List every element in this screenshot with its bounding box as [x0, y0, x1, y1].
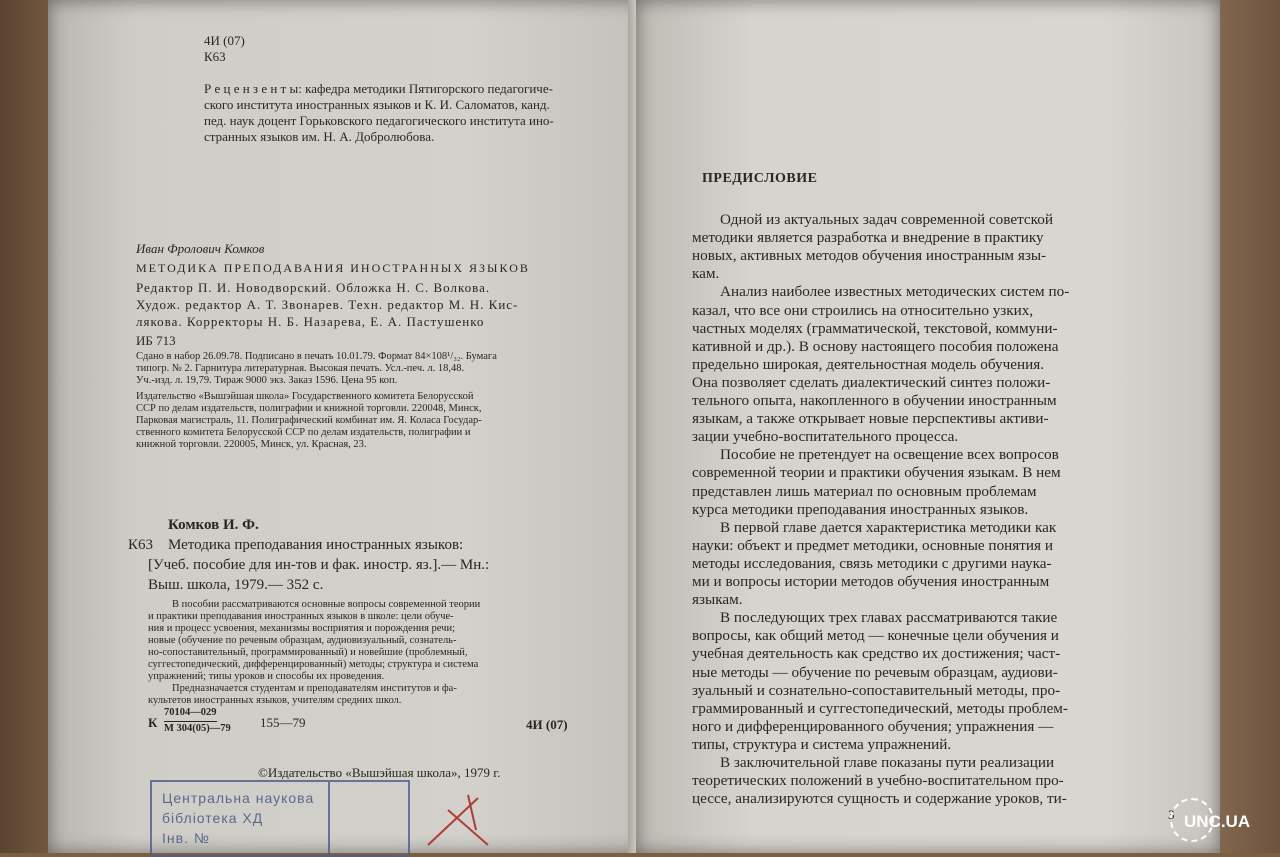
preface-line: цессе, анализируются сущность и содержание уроков, ти-: [692, 790, 1067, 808]
imprint-line: типогр. № 2. Гарнитура литературная. Высокая печать. Усл.-печ. л. 18,48.: [136, 363, 465, 374]
abstract-line: новые (обучение по речевым образцам, аудиовизуальный, сознатель-: [148, 635, 457, 646]
preface-line: ми и вопросы истории методов обучения иностранным: [692, 573, 1050, 590]
preface-line: учебная деятельность как средство их достижения; част-: [692, 645, 1061, 663]
card-author: Комков И. Ф.: [168, 517, 259, 533]
publisher-line: ССР по делам издательств, полиграфии и книжной торговли. 220048, Минск,: [136, 403, 482, 414]
reviewers-line: Р е ц е н з е н т ы: кафедра методики Пятигорского педагогиче-: [204, 81, 553, 96]
reviewers-line: странных языков им. Н. А. Добролюбова.: [204, 129, 435, 144]
preface-line: науки: объект и предмет методики, основные понятия и: [692, 536, 1053, 554]
preface-line: предельно широкая, деятельностная модель обучения.: [692, 355, 1044, 373]
preface-line: ного и дифференцированного обучения; упражнения —: [692, 717, 1054, 735]
card-line: Методика преподавания иностранных языков:: [168, 537, 464, 553]
abstract-line: но-сопоставительный, программированный) и новейшие (проблемный,: [148, 647, 468, 658]
editors-line: Худож. редактор А. Т. Звонарев. Техн. редактор М. Н. Кис-: [136, 297, 519, 312]
preface-line: Анализ наиболее известных методических систем по-: [720, 283, 1070, 301]
card-line: [Учеб. пособие для ин-тов и фак. иностр. яз.].— Мн.:: [148, 557, 490, 573]
preface-line: современной теории и практики обучения языкам. В нем: [692, 464, 1061, 482]
preface-heading: ПРЕДИСЛОВИЕ: [702, 171, 818, 186]
preface-line: зуальный и сознательно-сопоставительный методы, про-: [692, 681, 1061, 699]
reviewers-line: ского института иностранных языков и К. И. Саломатов, канд.: [204, 97, 550, 112]
page-number: 3: [1168, 807, 1175, 822]
formula-tail: 155—79: [260, 715, 306, 730]
publisher-line: ственного комитета Белорусской ССР по делам издательств, полиграфии и: [136, 427, 471, 438]
editors-line: Редактор П. И. Новодворский. Обложка Н. С. Волкова.: [136, 280, 491, 295]
preface-line: зации учебно-воспитательного процесса.: [692, 428, 959, 446]
author-code: К63: [204, 49, 226, 64]
preface-line: теоретических положений в учебно-воспитательном про-: [692, 772, 1064, 790]
imprint-line: Сдано в набор 26.09.78. Подписано в печать 10.01.79. Формат 84×108¹/₃₂. Бумага: [136, 351, 497, 362]
card-line: Выш. школа, 1979.— 352 с.: [148, 577, 324, 593]
preface-line: частных моделях (грамматической, текстовой, коммуни-: [692, 319, 1058, 337]
abstract-line: ния и процесс усвоения, механизмы восприятия и порождения речи;: [148, 623, 456, 634]
abstract-line: культетов иностранных языков, учителям средних школ.: [148, 695, 402, 706]
imprint-line: Уч.-изд. л. 19,79. Тираж 9000 экз. Заказ 1596. Цена 95 коп.: [136, 375, 398, 386]
right-page: [636, 0, 1220, 853]
preface-line: Одной из актуальных задач современной советской: [720, 211, 1053, 228]
preface-line: Она позволяет сделать диалектический синтез положи-: [692, 373, 1051, 391]
ib-number: ИБ 713: [136, 333, 176, 348]
publisher-line: Издательство «Вышэйшая школа» Государственного комитета Белорусской: [136, 391, 474, 402]
publisher-line: книжной торговли. 220005, Минск, ул. Красная, 23.: [136, 439, 367, 450]
preface-line: Пособие не претендует на освещение всех вопросов: [720, 446, 1059, 464]
preface-line: языкам.: [692, 591, 743, 609]
abstract-line: упражнений; типы уроков и способы их проведения.: [148, 671, 385, 682]
red-pencil-mark: [418, 790, 508, 850]
card-code: К63: [128, 537, 154, 553]
abstract-line: и практики преподавания иностранных языков в школе: цели обуче-: [148, 611, 454, 622]
preface-line: методы исследования, связь методики с другими наука-: [692, 554, 1052, 572]
reviewers-line: пед. наук доцент Горьковского педагогического института ино-: [204, 113, 554, 128]
stamp-line: Інв. №: [162, 830, 210, 846]
preface-line: вопросы, как общий метод — конечные цели обучения и: [692, 627, 1059, 645]
formula-k: К: [148, 715, 158, 730]
watermark-logo: [1166, 794, 1276, 844]
formula-denominator: М 304(05)—79: [164, 723, 231, 734]
preface-line: языкам, а также открывает новые перспективы активи-: [692, 410, 1049, 428]
preface-line: граммированный и суггестопедический, методы проблем-: [692, 699, 1068, 717]
left-page: [48, 0, 644, 853]
book-title: МЕТОДИКА ПРЕПОДАВАНИЯ ИНОСТРАННЫХ ЯЗЫКОВ: [136, 261, 530, 275]
preface-line: В последующих трех главах рассматриваются такие: [720, 609, 1058, 627]
preface-line: представлен лишь материал по основным проблемам: [692, 482, 1037, 500]
formula-numerator: 70104—029: [164, 708, 217, 722]
preface-line: методики является разработка и внедрение в практику: [692, 229, 1044, 247]
abstract-line: Предназначается студентам и преподавателям институтов и фа-: [172, 683, 457, 694]
author-full-name: Иван Фролович Комков: [136, 241, 265, 256]
watermark-text: UNC.UA: [1184, 812, 1251, 831]
preface-line: тельного опыта, накопленного в обучении иностранным: [692, 392, 1057, 409]
editors-line: лякова. Корректоры Н. Б. Назарева, Е. А. Пастушенко: [136, 314, 485, 329]
publisher-line: Парковая магистраль, 11. Полиграфический комбинат им. Я. Коласа Государ-: [136, 415, 482, 426]
preface-line: В первой главе дается характеристика методики как: [720, 518, 1057, 536]
copyright-line: ©Издательство «Вышэйшая школа», 1979 г.: [258, 765, 501, 780]
preface-line: курса методики преподавания иностранных языков.: [692, 500, 1029, 518]
classification-code: 4И (07): [204, 33, 245, 48]
formula-classification: 4И (07): [526, 717, 568, 732]
preface-line: ные методы — обучение по речевым образцам, аудиови-: [692, 663, 1058, 681]
preface-line: типы, структура и система упражнений.: [692, 735, 952, 753]
preface-line: казал, что все они строились на относительно узких,: [692, 301, 1034, 319]
preface-line: В заключительной главе показаны пути реализации: [720, 754, 1055, 771]
library-stamp: [150, 780, 410, 857]
abstract-line: В пособии рассматриваются основные вопросы современной теории: [172, 599, 481, 610]
preface-line: кативной и др.). В основу настоящего пособия положена: [692, 337, 1059, 355]
stamp-line: Центральна наукова: [162, 790, 315, 806]
abstract-line: суггестопедический, дифференцированный) методы; структура и система: [148, 659, 479, 670]
preface-line: кам.: [692, 265, 720, 283]
preface-line: новых, активных методов обучения иностранным язы-: [692, 247, 1047, 265]
stamp-line: бібліотека ХД: [162, 810, 264, 826]
